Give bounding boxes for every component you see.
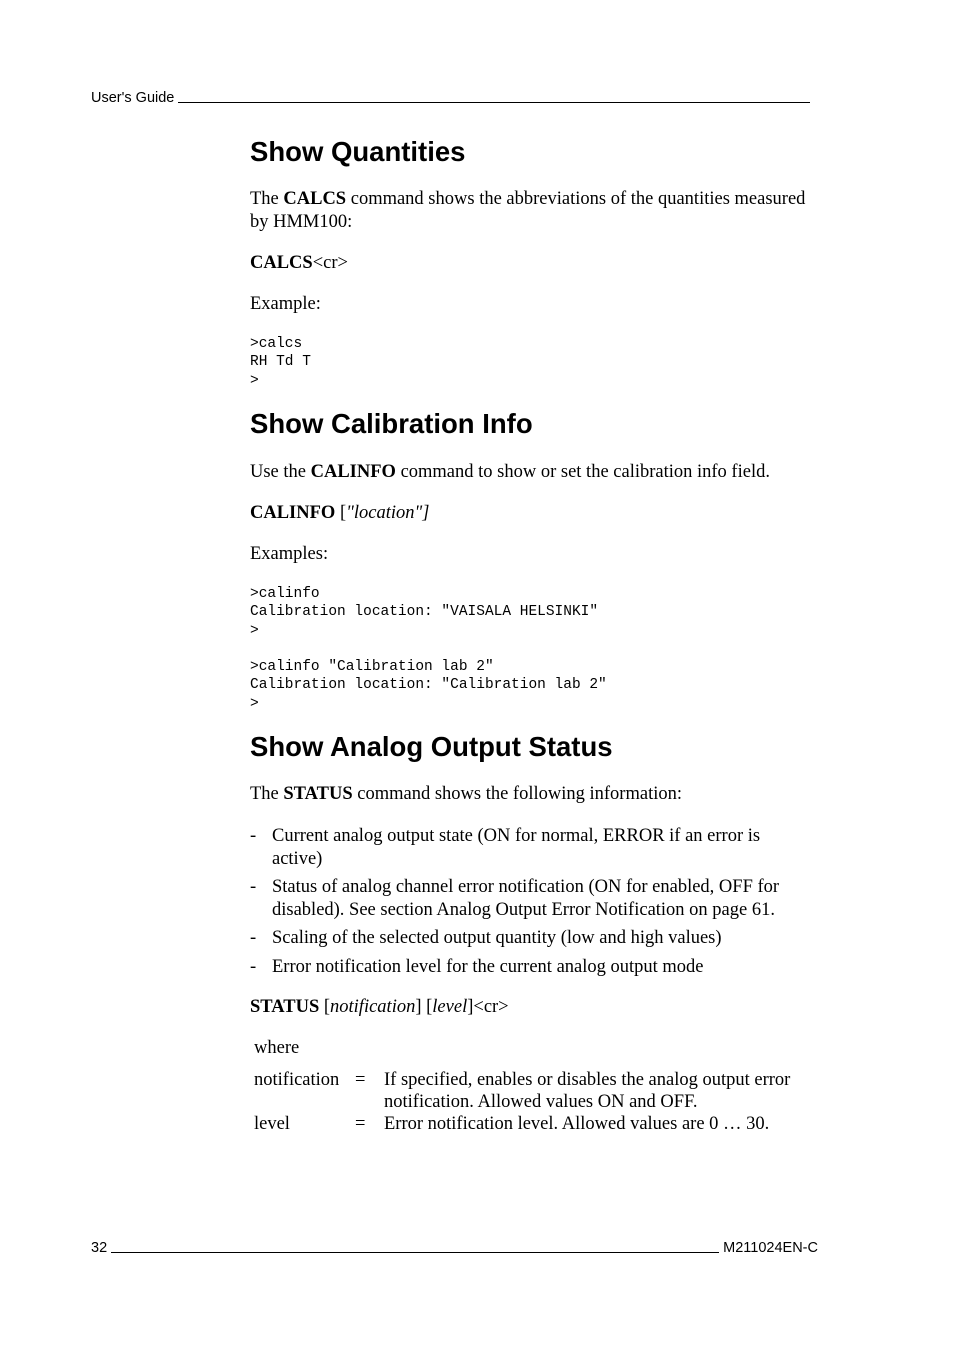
calinfo-intro	[250, 461, 810, 484]
header-rule	[178, 102, 810, 103]
list-item	[250, 876, 810, 921]
parameter-row	[254, 1069, 814, 1113]
intro-text: The	[250, 189, 284, 209]
code-block-calinfo-1: >calinfo Calibration location: "VAISALA HELSINKI" >	[250, 586, 599, 639]
intro-text: Use the	[250, 462, 311, 482]
syntax-text: ] [	[415, 997, 433, 1017]
section-title-calinfo: Show Calibration Info	[250, 408, 533, 439]
footer-rule	[111, 1252, 719, 1253]
bullet-dash: -	[250, 826, 257, 846]
bullet-dash: -	[250, 877, 257, 897]
quantities-intro	[250, 188, 810, 234]
document-code: M211024EN-C	[723, 1240, 818, 1256]
parameter-description: If specified, enables or disables the analog output error notification. Allowed values ON and OFF.	[384, 1070, 791, 1112]
parameter-description: Error notification level. Allowed values are 0 … 30.	[384, 1114, 770, 1134]
list-item	[250, 927, 810, 950]
syntax-text: [	[319, 997, 331, 1017]
where-label: where	[254, 1038, 300, 1058]
list-item	[250, 825, 810, 870]
syntax-argument: level	[432, 997, 468, 1017]
command-name: STATUS	[250, 997, 320, 1017]
parameter-name: notification	[254, 1070, 340, 1090]
page-number: 32	[91, 1240, 108, 1256]
status-info-list	[250, 825, 810, 984]
command-name: CALINFO	[310, 462, 396, 482]
parameter-name: level	[254, 1114, 290, 1134]
page-footer	[91, 1240, 818, 1256]
parameter-equals: =	[355, 1114, 366, 1134]
intro-text: command to show or set the calibration info field.	[395, 462, 770, 482]
list-item-text: Current analog output state (ON for normal, ERROR if an error is active)	[272, 826, 761, 869]
bullet-dash: -	[250, 956, 257, 977]
command-name: CALINFO	[250, 503, 336, 523]
parameter-row	[254, 1113, 814, 1135]
list-item-text: Scaling of the selected output quantity (low and high values)	[272, 928, 722, 948]
bullet-dash: -	[250, 928, 257, 948]
list-item	[250, 956, 810, 979]
syntax-text: <cr>	[312, 253, 348, 273]
command-name: CALCS	[250, 253, 313, 273]
syntax-text: ]<cr>	[467, 997, 509, 1017]
calinfo-syntax	[250, 502, 810, 525]
code-block-calcs: >calcs RH Td T >	[250, 336, 311, 389]
syntax-argument: notification	[330, 997, 416, 1017]
calinfo-example-label: Examples:	[250, 544, 329, 564]
list-item-text: Status of analog channel error notification (ON for enabled, OFF for disabled). See section Analog Output Error Notification on page 61.	[272, 877, 780, 920]
section-title-status: Show Analog Output Status	[250, 731, 613, 762]
status-intro	[250, 783, 810, 806]
quantities-syntax	[250, 252, 810, 275]
list-item-text: Error notification level for the current analog output mode	[272, 956, 704, 977]
intro-text: command shows the abbreviations of the quantities measured by HMM100:	[250, 189, 806, 232]
page-header	[91, 90, 814, 106]
section-title-quantities: Show Quantities	[250, 136, 466, 167]
parameter-table	[254, 1037, 814, 1135]
command-name: CALCS	[283, 189, 347, 209]
status-syntax	[250, 996, 810, 1019]
intro-text: The	[250, 784, 284, 804]
quantities-example-label: Example:	[250, 294, 321, 314]
syntax-argument: "location"]	[346, 503, 430, 523]
parameter-equals: =	[355, 1070, 366, 1090]
syntax-text: [	[335, 503, 347, 523]
code-block-calinfo-2: >calinfo "Calibration lab 2" Calibration location: "Calibration lab 2" >	[250, 659, 607, 712]
header-label: User's Guide	[91, 90, 175, 106]
command-name: STATUS	[283, 784, 353, 804]
intro-text: command shows the following information:	[352, 784, 682, 804]
